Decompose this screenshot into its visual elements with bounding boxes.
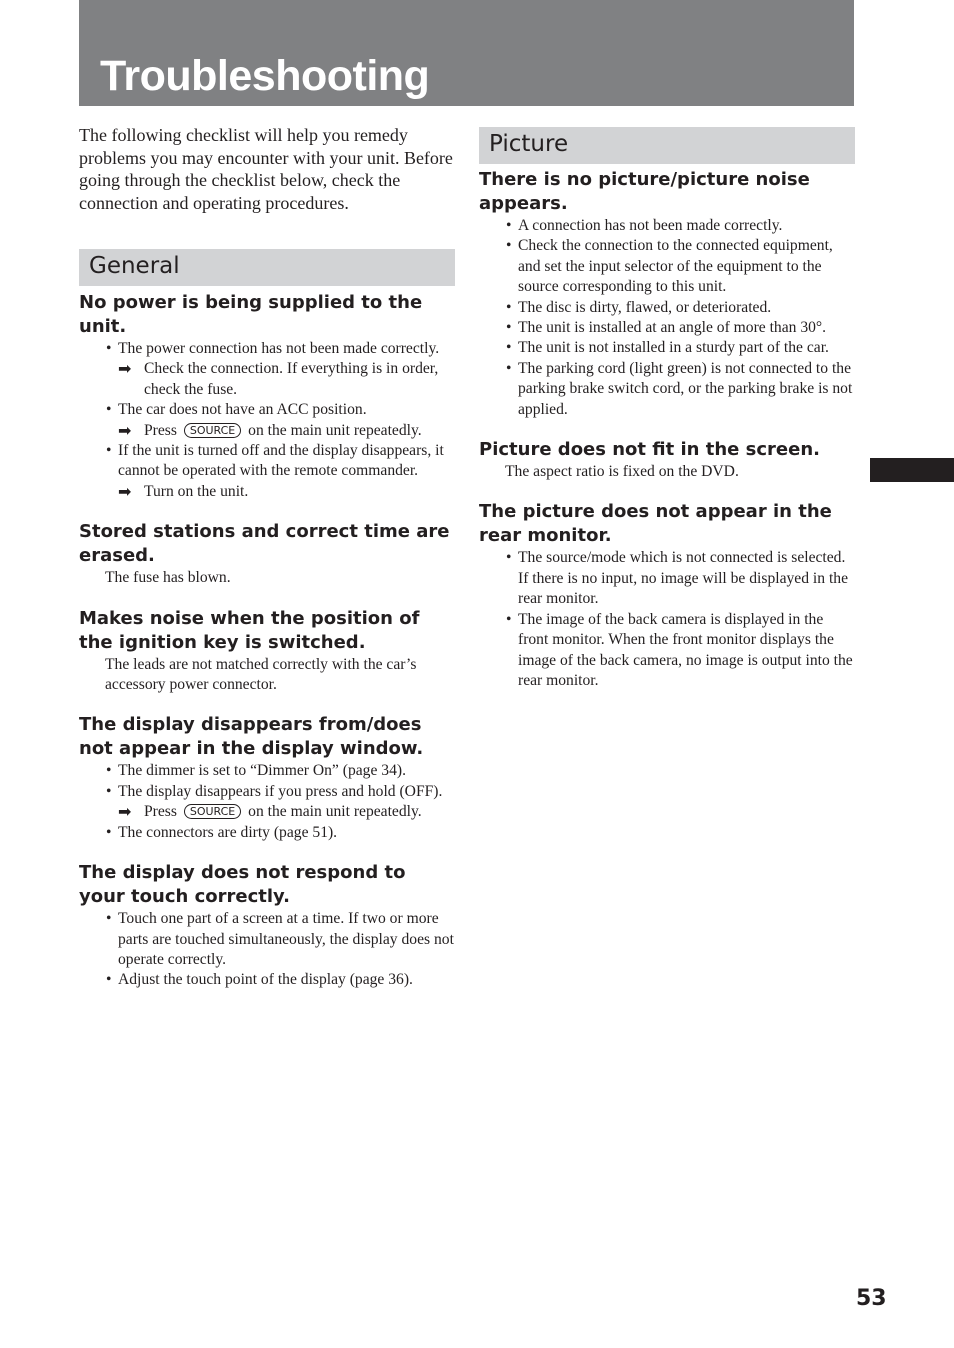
item-text: The image of the back camera is displayed in the front monitor. When the front monitor displays the image of the back camera, no image is output into the rear monitor.: [518, 610, 853, 689]
answer-list: [79, 823, 455, 843]
left-column: [79, 124, 455, 991]
source-button-label: SOURCE: [184, 804, 241, 819]
answer-text: The aspect ratio is fixed on the DVD.: [505, 463, 739, 481]
action-text: Turn on the unit.: [144, 482, 249, 500]
arrow-right-icon: ➡: [118, 802, 132, 822]
list-item: [79, 909, 455, 970]
answer-text: The leads are not matched correctly with the car’s accessory power connector.: [105, 655, 417, 694]
answer-list: [79, 339, 455, 359]
item-text: Check the connection to the connected equipment, and set the input selector of the equipment to the source corresponding to this unit.: [518, 237, 833, 296]
action-line: [79, 482, 455, 502]
item-text: The display disappears if you press and hold (OFF).: [118, 782, 443, 800]
item-text: The unit is installed at an angle of more than 30°.: [518, 319, 827, 337]
arrow-right-icon: ➡: [118, 481, 132, 501]
section-title-picture: Picture: [489, 131, 569, 157]
action-text: on the main unit repeatedly.: [248, 803, 422, 821]
item-text: The connectors are dirty (page 51).: [118, 823, 338, 841]
item-text: Adjust the touch point of the display (page 36).: [118, 971, 413, 989]
action-text: Press: [144, 803, 177, 821]
item-text: The disc is dirty, flawed, or deteriorated.: [518, 298, 772, 316]
question-display-disappears: The display disappears from/does not appear in the display window.: [79, 714, 424, 760]
answer-list: [79, 909, 455, 991]
item-text: The power connection has not been made correctly.: [118, 340, 440, 357]
list-item: [79, 400, 455, 420]
list-item: [479, 610, 855, 692]
list-item: [79, 441, 455, 482]
list-item: [479, 338, 855, 358]
action-line: [79, 421, 455, 441]
list-item: [79, 761, 455, 781]
answer-list: [479, 216, 855, 420]
list-item: [479, 216, 855, 236]
section-title-general: General: [89, 253, 180, 279]
page-title: Troubleshooting: [100, 52, 430, 100]
list-item: [79, 782, 455, 802]
list-item: [479, 298, 855, 318]
section-header-general: [79, 249, 455, 286]
list-item: [79, 823, 455, 843]
list-item: [479, 236, 855, 297]
item-text: If the unit is turned off and the display disappears, it cannot be operated with the remote commander.: [118, 442, 444, 480]
action-text: Press: [144, 421, 177, 439]
question-stations-erased: Stored stations and correct time are erased.: [79, 521, 450, 567]
item-text: The unit is not installed in a sturdy part of the car.: [518, 339, 829, 357]
question-no-power: No power is being supplied to the unit.: [79, 292, 423, 337]
intro-text: The following checklist will help you remedy problems you may encounter with your unit. Before going through the checklist below, check the connection and operating procedures.: [79, 125, 453, 213]
item-text: Touch one part of a screen at a time. If two or more parts are touched simultaneously, the display does not operate correctly.: [118, 910, 454, 968]
arrow-right-icon: ➡: [118, 420, 132, 440]
list-item: [79, 970, 455, 990]
action-text: Check the connection. If everything is in order, check the fuse.: [144, 360, 439, 398]
item-text: The car does not have an ACC position.: [118, 401, 367, 419]
question-touch-response: The display does not respond to your touch correctly.: [79, 862, 406, 908]
list-item: [479, 548, 855, 609]
action-line: [79, 802, 455, 822]
item-text: The source/mode which is not connected is selected. If there is no input, no image will be displayed in the rear monitor.: [518, 549, 848, 608]
answer-list: [79, 761, 455, 802]
arrow-right-icon: ➡: [118, 359, 132, 379]
item-text: The parking cord (light green) is not connected to the parking brake switch cord, or the parking brake is not applied.: [518, 359, 853, 418]
item-text: The dimmer is set to “Dimmer On” (page 34).: [118, 762, 406, 780]
question-ignition-noise: Makes noise when the position of the ignition key is switched.: [79, 607, 420, 653]
source-button-label: SOURCE: [184, 423, 241, 438]
page-number: 53: [856, 1286, 887, 1311]
answer-text: The fuse has blown.: [105, 569, 231, 587]
list-item: [79, 339, 455, 359]
question-rear-monitor: The picture does not appear in the rear monitor.: [479, 501, 832, 547]
question-picture-fit: Picture does not fit in the screen.: [479, 439, 820, 461]
side-tab-marker: [870, 458, 954, 482]
section-header-picture: [479, 127, 855, 164]
right-column: [479, 127, 855, 691]
item-text: A connection has not been made correctly.: [518, 217, 783, 234]
question-no-picture: There is no picture/picture noise appears.: [479, 169, 810, 214]
list-item: [479, 318, 855, 338]
action-text: on the main unit repeatedly.: [248, 421, 422, 439]
list-item: [479, 359, 855, 420]
action-line: [79, 359, 455, 400]
answer-list: [79, 400, 455, 420]
title-band: [79, 0, 854, 106]
answer-list: [79, 441, 455, 482]
answer-list: [479, 548, 855, 691]
